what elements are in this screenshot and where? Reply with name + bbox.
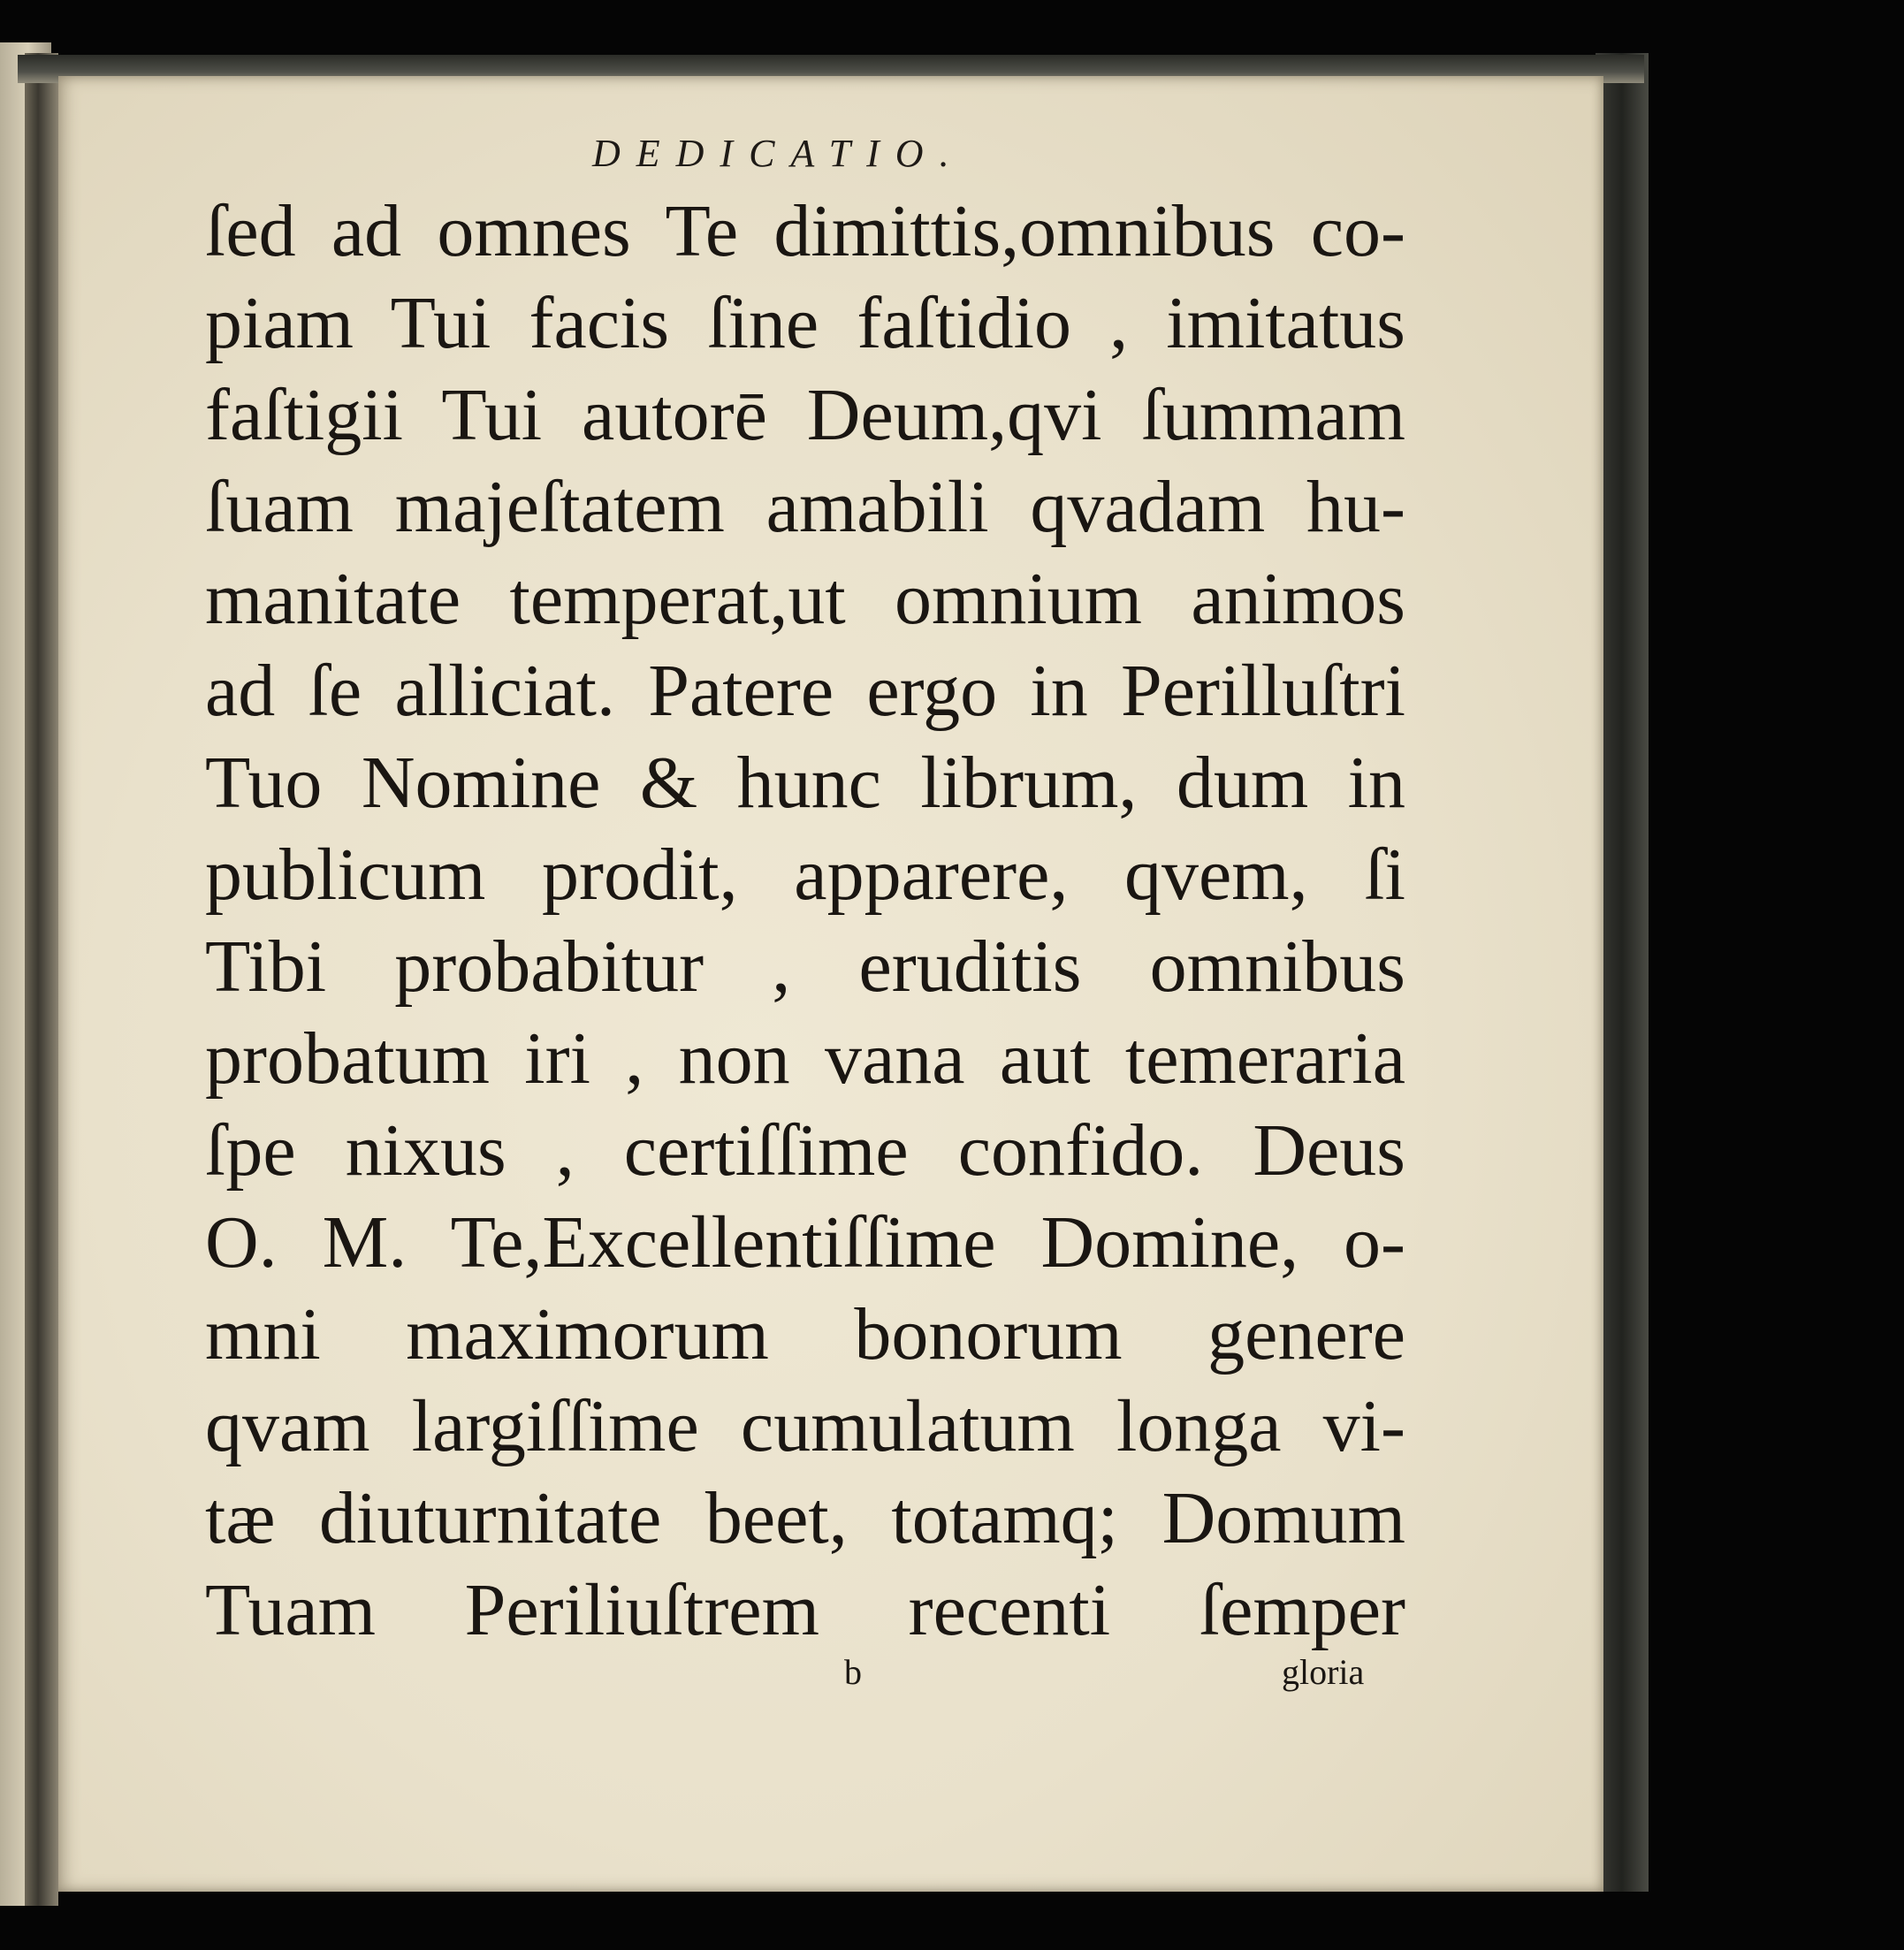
running-head: DEDICATIO. bbox=[592, 132, 965, 175]
catchword: gloria bbox=[1282, 1652, 1365, 1692]
text-line: ſpe nixus , certiſſime confido. Deus bbox=[205, 1109, 1405, 1192]
text-line: ſed ad omnes Te dimittis,omnibus co- bbox=[205, 190, 1405, 272]
book-gutter bbox=[25, 53, 58, 1906]
text-line: ad ſe alliciat. Patere ergo in Perilluſtri bbox=[205, 650, 1405, 732]
text-line: tæ diuturnitate beet, totamq; Domum bbox=[205, 1477, 1405, 1559]
text-line: ſuam majeſtatem amabili qvadam hu- bbox=[205, 466, 1405, 548]
text-line: faſtigii Tui autorē Deum,qvi ſummam bbox=[205, 374, 1405, 456]
text-line: manitate temperat,ut omnium animos bbox=[205, 558, 1405, 640]
text-line: Tuam Periliuſtrem recenti ſemper bbox=[205, 1569, 1405, 1651]
text-line: probatum iri , non vana aut temeraria bbox=[205, 1017, 1405, 1100]
cover-edge bbox=[1596, 53, 1649, 1892]
text-line: mni maximorum bonorum genere bbox=[205, 1293, 1405, 1375]
text-line: piam Tui facis ſine faſtidio , imitatus bbox=[205, 282, 1405, 364]
text-line: Tibi probabitur , eruditis omnibus bbox=[205, 925, 1405, 1008]
signature-mark: b bbox=[844, 1652, 862, 1692]
text-line: O. M. Te,Excellentiſſime Domine, o- bbox=[205, 1201, 1405, 1283]
text-line: publicum prodit, apparere, qvem, ſi bbox=[205, 834, 1405, 916]
text-line: Tuo Nomine & hunc librum, dum in bbox=[205, 742, 1405, 824]
text-line: qvam largiſſime cumulatum longa vi- bbox=[205, 1385, 1405, 1467]
